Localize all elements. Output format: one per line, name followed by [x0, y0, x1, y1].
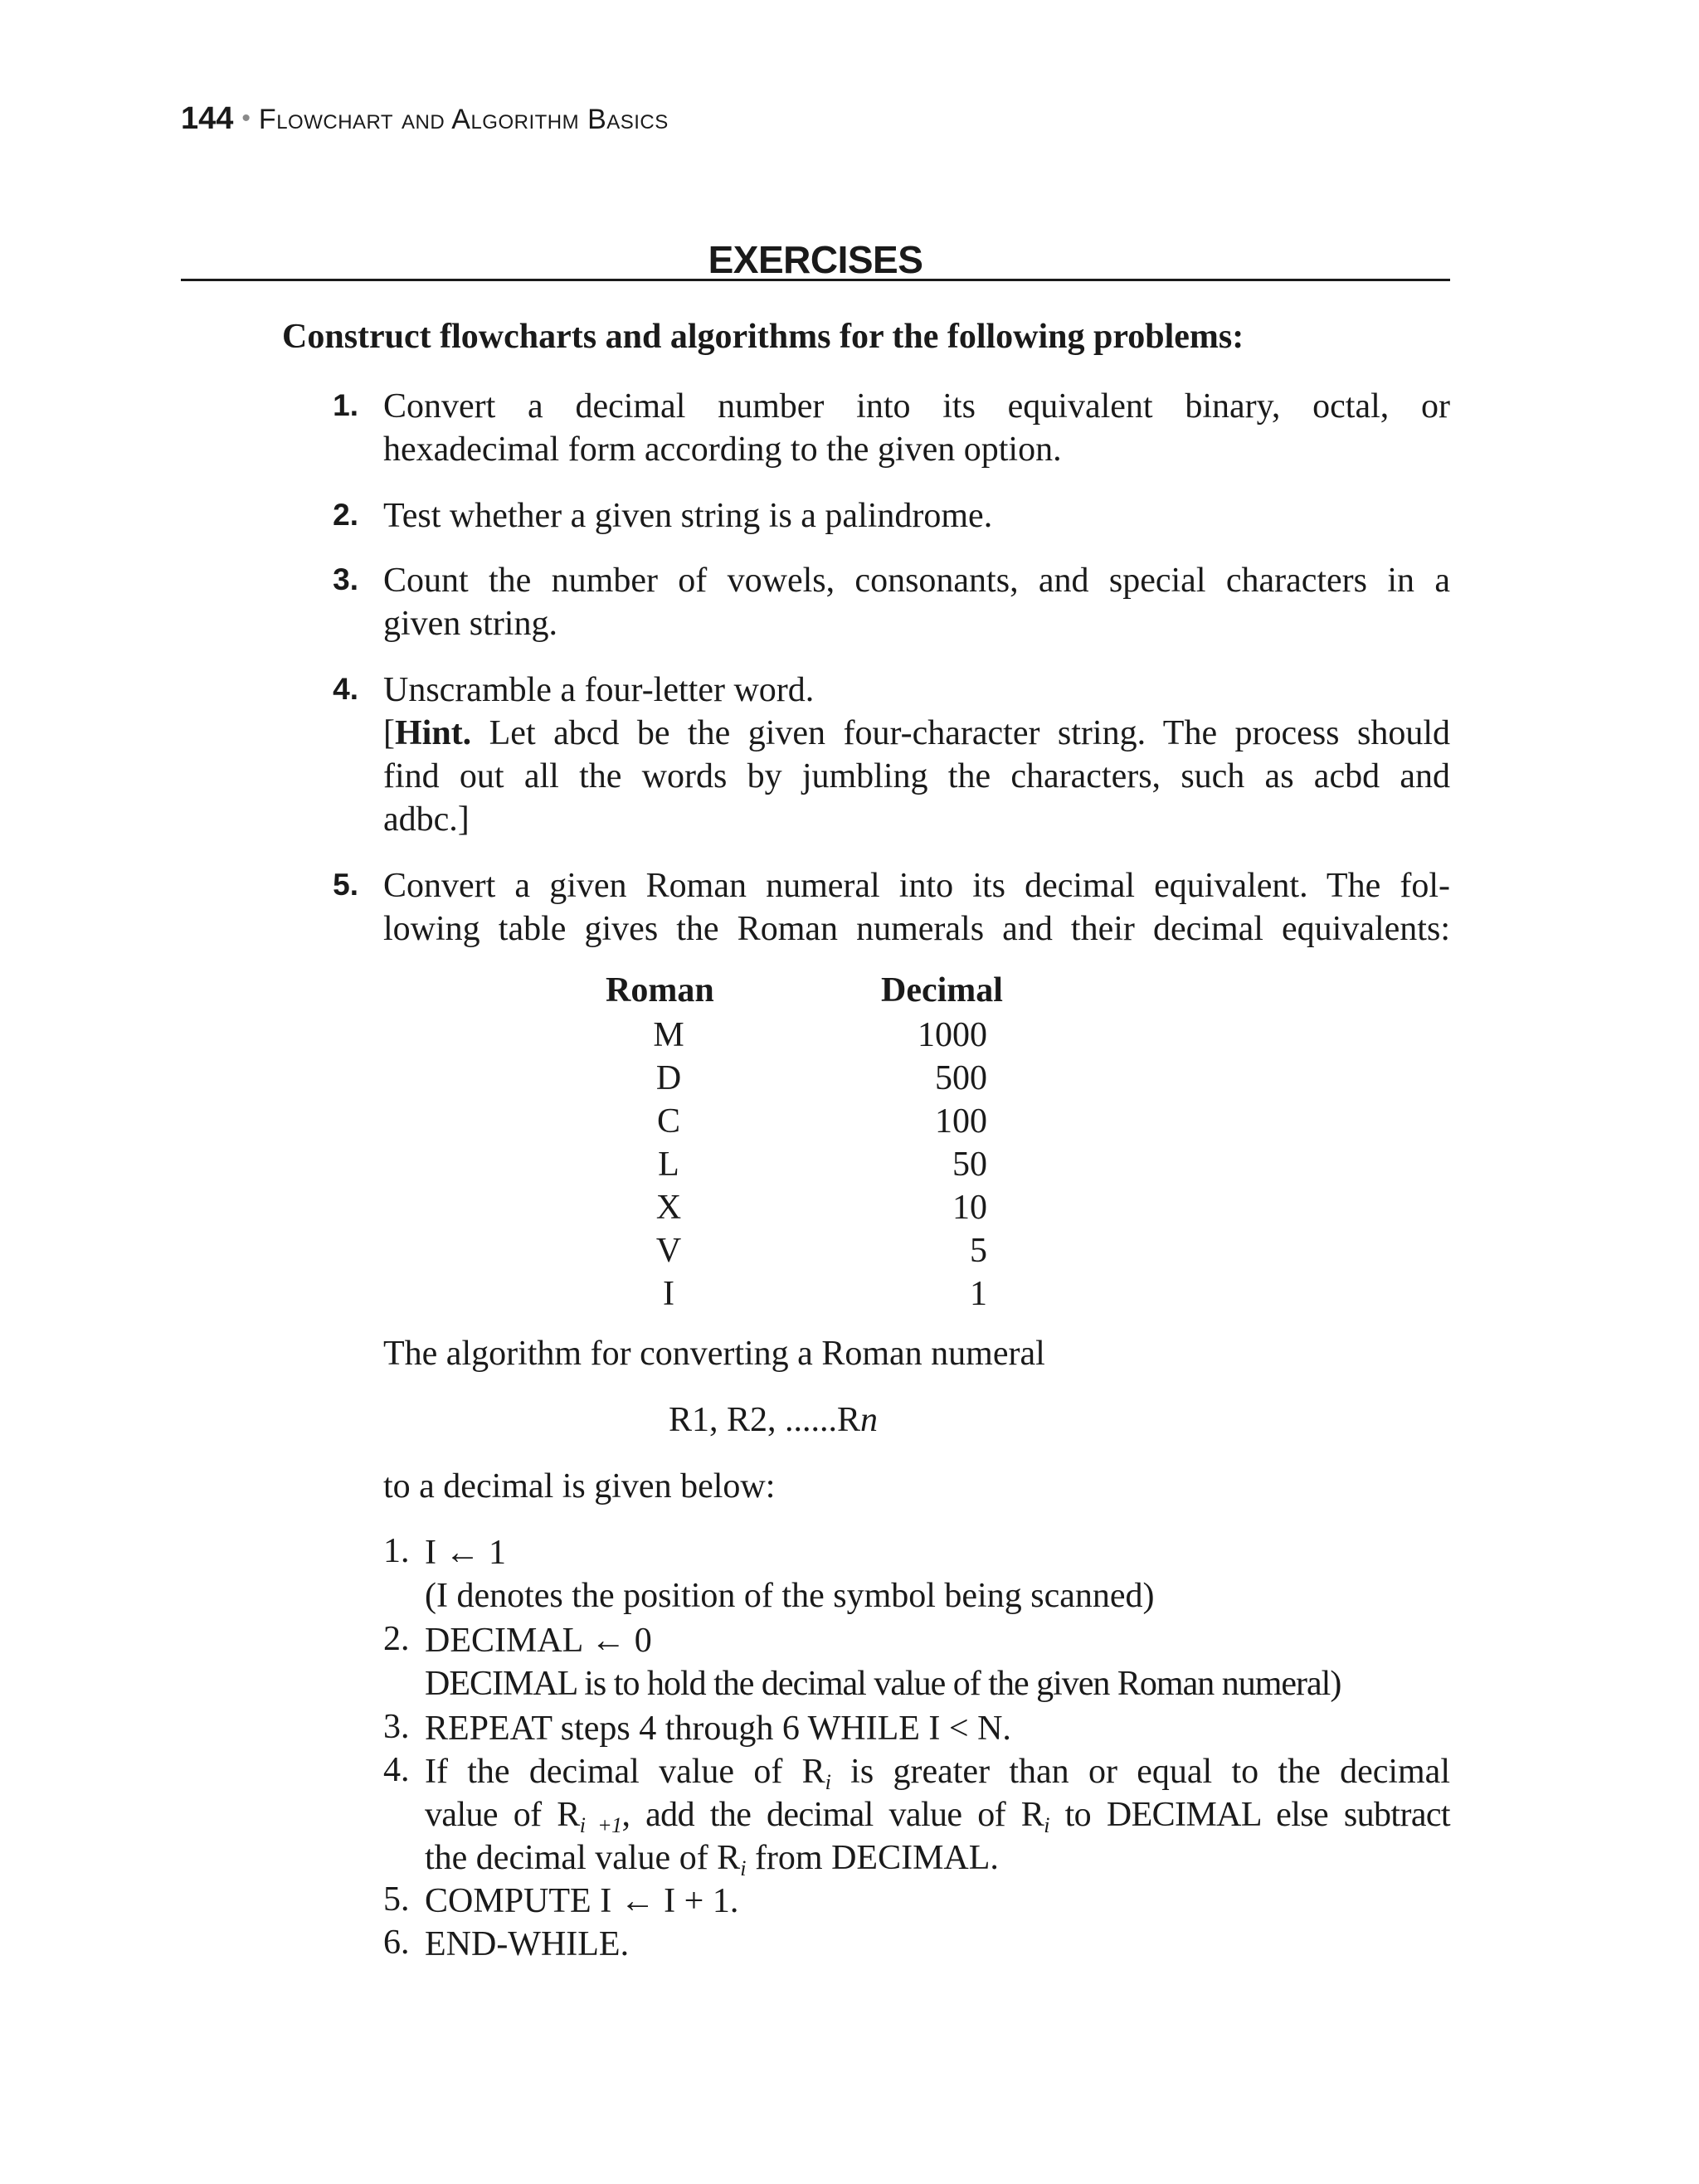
subscript: i [740, 1856, 747, 1880]
subscript: i [825, 1770, 831, 1794]
exercise-line: Convert a given Roman numeral into its decimal equivalent. The fol- [383, 867, 1450, 905]
exercise-number: 4. [333, 672, 358, 706]
exercise-number: 5. [333, 868, 358, 902]
exercise-number: 2. [333, 498, 358, 532]
running-head-separator: • [241, 105, 251, 132]
step-number: 2. [383, 1620, 410, 1658]
step-line: REPEAT steps 4 through 6 WHILE I < N. [425, 1710, 1011, 1748]
exercise-line: Count the number of vowels, consonants, and special characters in a [383, 562, 1450, 600]
table-cell-decimal: 500 [935, 1059, 987, 1097]
step-line: COMPUTE I ← I + 1. [425, 1882, 739, 1920]
step-number: 5. [383, 1880, 410, 1919]
step-text [425, 1531, 1450, 1617]
table-header-decimal: Decimal [881, 971, 1003, 1009]
table-cell-decimal: 1 [970, 1275, 987, 1313]
table-cell-roman: I [663, 1275, 674, 1313]
step-text [425, 1750, 1450, 1880]
step-fragment: the decimal value of R [425, 1839, 741, 1877]
exercise-text [383, 494, 1450, 537]
page-number: 144 [181, 101, 234, 136]
subscript: i [1044, 1813, 1049, 1837]
step-fragment: to DECIMAL else subtract [1049, 1796, 1451, 1834]
hint-label: Hint. [395, 714, 472, 752]
hint-text: Let abcd be the given four-character string. The process should [471, 714, 1450, 752]
step-note: DECIMAL is to hold the decimal value of the given Roman numeral) [425, 1665, 1341, 1703]
table-cell-roman: X [655, 1189, 682, 1227]
table-cell-decimal: 10 [952, 1189, 987, 1227]
step-number: 1. [383, 1532, 410, 1570]
hint-line: adbc.] [383, 800, 470, 839]
roman-sequence [669, 1400, 878, 1440]
table-cell-roman: L [658, 1146, 679, 1184]
table-cell-decimal: 100 [935, 1102, 987, 1141]
sequence-italic: n [860, 1401, 879, 1439]
step-text [425, 1880, 1450, 1923]
step-fragment: If the decimal value of R [425, 1753, 825, 1791]
table-cell-roman: D [655, 1059, 682, 1097]
algorithm-intro: The algorithm for converting a Roman numeral [383, 1335, 1045, 1373]
step-fragment: from DECIMAL. [746, 1839, 999, 1877]
section-rule [181, 279, 1450, 281]
step-fragment: is greater than or equal to the decimal [830, 1753, 1450, 1791]
exercise-text [383, 559, 1450, 645]
step-note: (I denotes the position of the symbol being scanned) [425, 1577, 1155, 1615]
step-number: 6. [383, 1924, 410, 1962]
exercise-line: Unscramble a four-letter word. [383, 671, 815, 709]
table-cell-decimal: 50 [952, 1146, 987, 1184]
table-header-roman: Roman [606, 971, 714, 1009]
table-cell-decimal: 5 [970, 1232, 987, 1270]
exercise-text [383, 864, 1450, 951]
step-line: DECIMAL ← 0 [425, 1622, 652, 1660]
subscript: i +1 [579, 1813, 622, 1837]
running-head [181, 101, 669, 137]
step-text [425, 1619, 1450, 1705]
step-fragment: value of R [425, 1796, 580, 1834]
exercise-line: Test whether a given string is a palindrome. [383, 497, 993, 535]
section-title: EXERCISES [708, 238, 923, 281]
step-line [425, 1836, 1450, 1880]
sequence-text: R1, R2, ......R [669, 1401, 861, 1439]
exercise-line: hexadecimal form according to the given option. [383, 430, 1062, 469]
algorithm-outro: to a decimal is given below: [383, 1467, 776, 1505]
exercise-line: lowing table gives the Roman numerals and their decimal equivalents: [383, 910, 1450, 948]
step-text [425, 1923, 1450, 1966]
exercise-number: 3. [333, 562, 358, 596]
step-number: 4. [383, 1751, 410, 1789]
exercise-line: Convert a decimal number into its equivalent binary, octal, or [383, 387, 1450, 426]
exercise-number: 1. [333, 388, 358, 422]
table-cell-roman: V [655, 1232, 682, 1270]
step-text [425, 1707, 1450, 1750]
exercise-text [383, 669, 1450, 841]
table-cell-roman: C [656, 1102, 680, 1141]
step-line: I ← 1 [425, 1534, 506, 1572]
exercise-text [383, 385, 1450, 471]
hint-bracket: [ [383, 714, 395, 752]
table-cell-decimal: 1000 [918, 1016, 987, 1054]
running-head-title: Flowchart and Algorithm Basics [258, 104, 669, 135]
exercise-line: given string. [383, 605, 557, 643]
table-cell-roman: M [653, 1016, 684, 1054]
instruction-text: Construct flowcharts and algorithms for the following problems: [282, 318, 1244, 356]
step-line: END-WHILE. [425, 1925, 630, 1963]
hint-line: find out all the words by jumbling the characters, such as acbd and [383, 757, 1450, 795]
step-line [425, 1750, 1450, 1793]
step-line [425, 1793, 1450, 1836]
step-number: 3. [383, 1708, 410, 1746]
step-fragment: , add the decimal value of R [621, 1796, 1044, 1834]
hint-line [383, 712, 1450, 755]
